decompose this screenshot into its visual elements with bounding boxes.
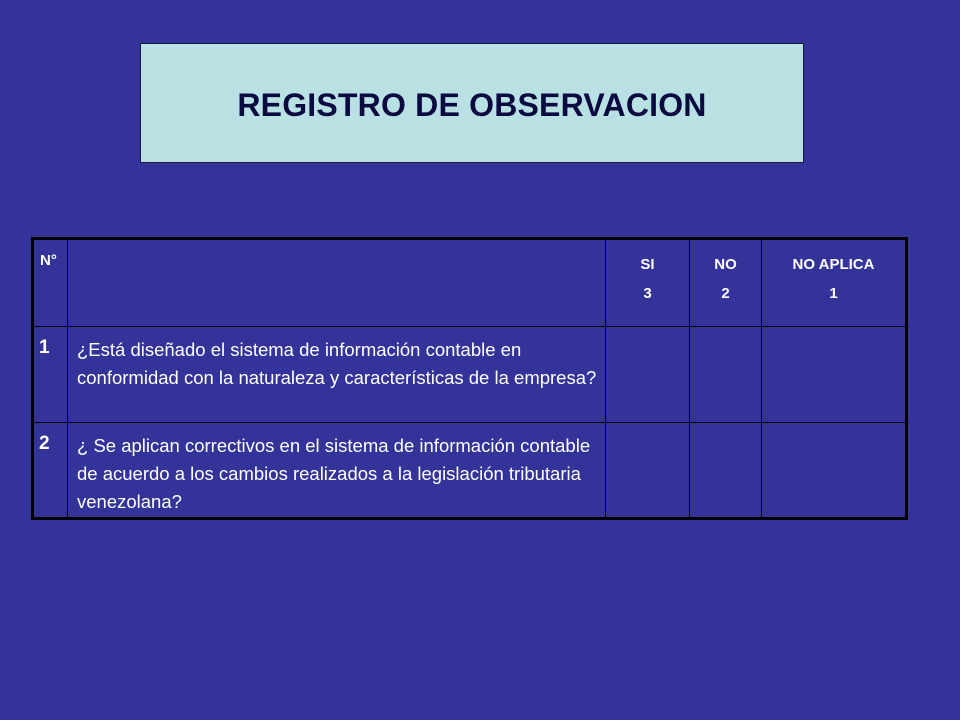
- header-option-no-label: NO: [714, 256, 737, 273]
- observation-table: [31, 237, 908, 520]
- answer-cell-no[interactable]: [690, 327, 762, 423]
- table-header-row: [33, 239, 907, 327]
- answer-cell-no[interactable]: [690, 423, 762, 519]
- row-number: 2: [33, 423, 68, 519]
- answer-cell-si[interactable]: [606, 327, 690, 423]
- row-number: 1: [33, 327, 68, 423]
- header-option-no-value: 2: [721, 285, 730, 302]
- header-question: [68, 239, 606, 327]
- header-option-si-label: SI: [640, 256, 655, 273]
- answer-cell-no-aplica[interactable]: [762, 327, 907, 423]
- page-title: REGISTRO DE OBSERVACION: [237, 86, 707, 123]
- header-option-no-aplica-value: 1: [829, 285, 838, 302]
- table-row: [33, 423, 907, 519]
- answer-cell-no-aplica[interactable]: [762, 423, 907, 519]
- table-row: [33, 327, 907, 423]
- answer-cell-si[interactable]: [606, 423, 690, 519]
- header-option-no-aplica-label: NO APLICA: [792, 256, 875, 273]
- header-option-no-aplica: [762, 239, 907, 327]
- header-option-no: [690, 239, 762, 327]
- row-question: ¿Está diseñado el sistema de información contable en conformidad con la naturaleza y características de la empresa?: [68, 327, 606, 423]
- header-number: N°: [33, 239, 68, 327]
- header-option-si-value: 3: [643, 285, 652, 302]
- title-box: [140, 43, 804, 163]
- header-option-si: [606, 239, 690, 327]
- row-question: ¿ Se aplican correctivos en el sistema de información contable de acuerdo a los cambios realizados a la legislación tributaria venezolana?: [68, 423, 606, 519]
